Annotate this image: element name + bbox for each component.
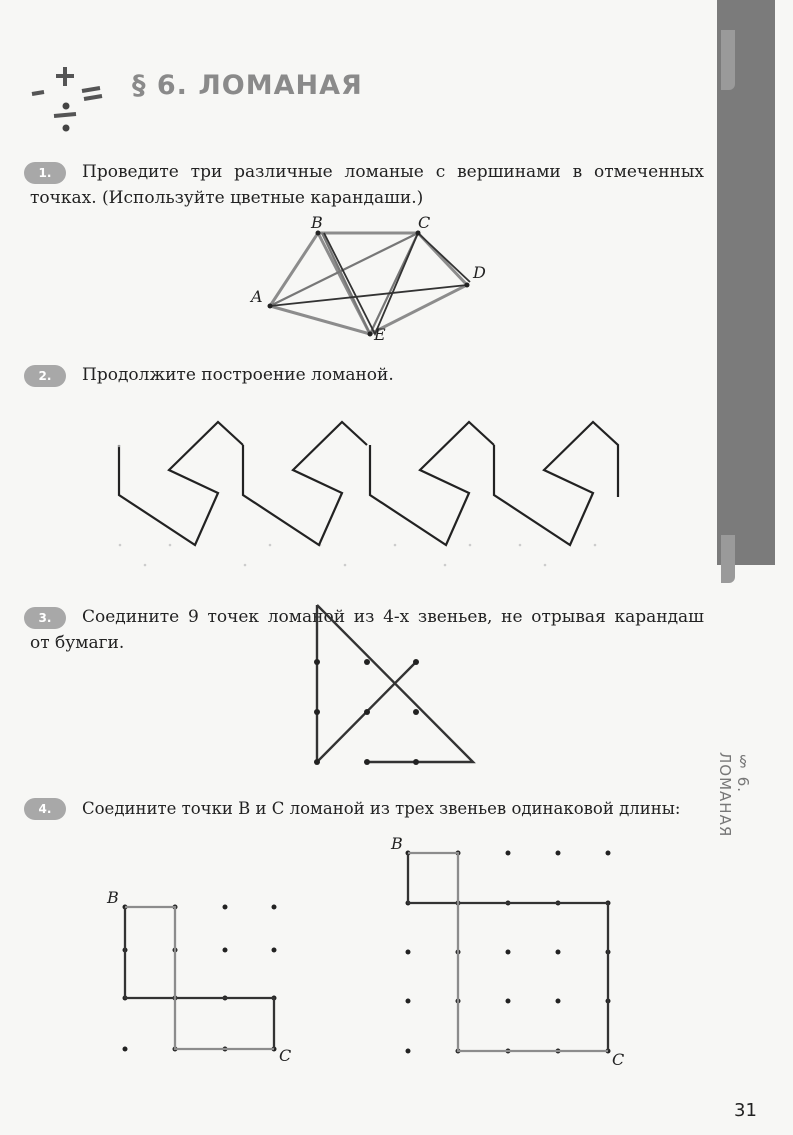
page-title: § 6. ЛОМАНАЯ: [132, 70, 363, 101]
point-label-d: D: [473, 263, 486, 282]
task-3-figure: [300, 600, 490, 775]
nine-point-polyline: [317, 605, 473, 762]
task-4-left-figure: [100, 880, 300, 1070]
equals-sign-icon: [82, 88, 102, 99]
task-2-figure: [95, 405, 635, 585]
task-number-badge: 2.: [24, 365, 66, 387]
page-number: 31: [734, 1100, 757, 1121]
dark-polyline: [270, 233, 470, 334]
point-label-e: E: [374, 325, 386, 344]
side-section-label: § 6. ЛОМАНАЯ: [716, 752, 752, 838]
plus-sign-icon: [56, 67, 74, 86]
band-tab: [721, 30, 735, 90]
task-1-line-2: точках. (Используйте цветные карандаши.): [30, 188, 424, 208]
task-1-figure: [240, 205, 520, 355]
division-sign-icon: [54, 103, 76, 132]
task-3-line-2: от бумаги.: [30, 633, 125, 653]
task-1-line-1: Проведите три различные ломаные с вершинами в отмеченных: [82, 162, 704, 182]
point-label-c: C: [279, 1046, 292, 1065]
minus-sign-icon: [32, 92, 44, 94]
task-3-line-1: Соедините 9 точек ломаной из 4-х звеньев, не отрывая карандаш: [82, 607, 704, 627]
point-label-c: C: [418, 213, 431, 232]
task-4-text: Соедините точки B и C ломаной из трех звеньев одинаковой длины:: [82, 799, 681, 818]
task-2-text: Продолжите построение ломаной.: [82, 365, 394, 385]
task-number-badge: 1.: [24, 162, 66, 184]
polyline-pattern: [119, 422, 618, 545]
side-band: [717, 0, 775, 565]
task-number-badge: 3.: [24, 607, 66, 629]
band-tab: [721, 535, 735, 583]
task-1-text: [82, 160, 704, 185]
point-label-b: B: [311, 213, 323, 232]
point-label-b: B: [107, 888, 119, 907]
point-label-b: B: [391, 834, 403, 853]
point-label-c: C: [612, 1050, 625, 1069]
task-number-badge: 4.: [24, 798, 66, 820]
grey-answer-path: [125, 907, 274, 1049]
task-4-right-figure: [385, 830, 635, 1070]
point-label-a: A: [251, 287, 263, 306]
grey-polyline: [270, 233, 467, 334]
dark-answer-path: [125, 907, 274, 1049]
math-operations-icon: [28, 66, 108, 136]
